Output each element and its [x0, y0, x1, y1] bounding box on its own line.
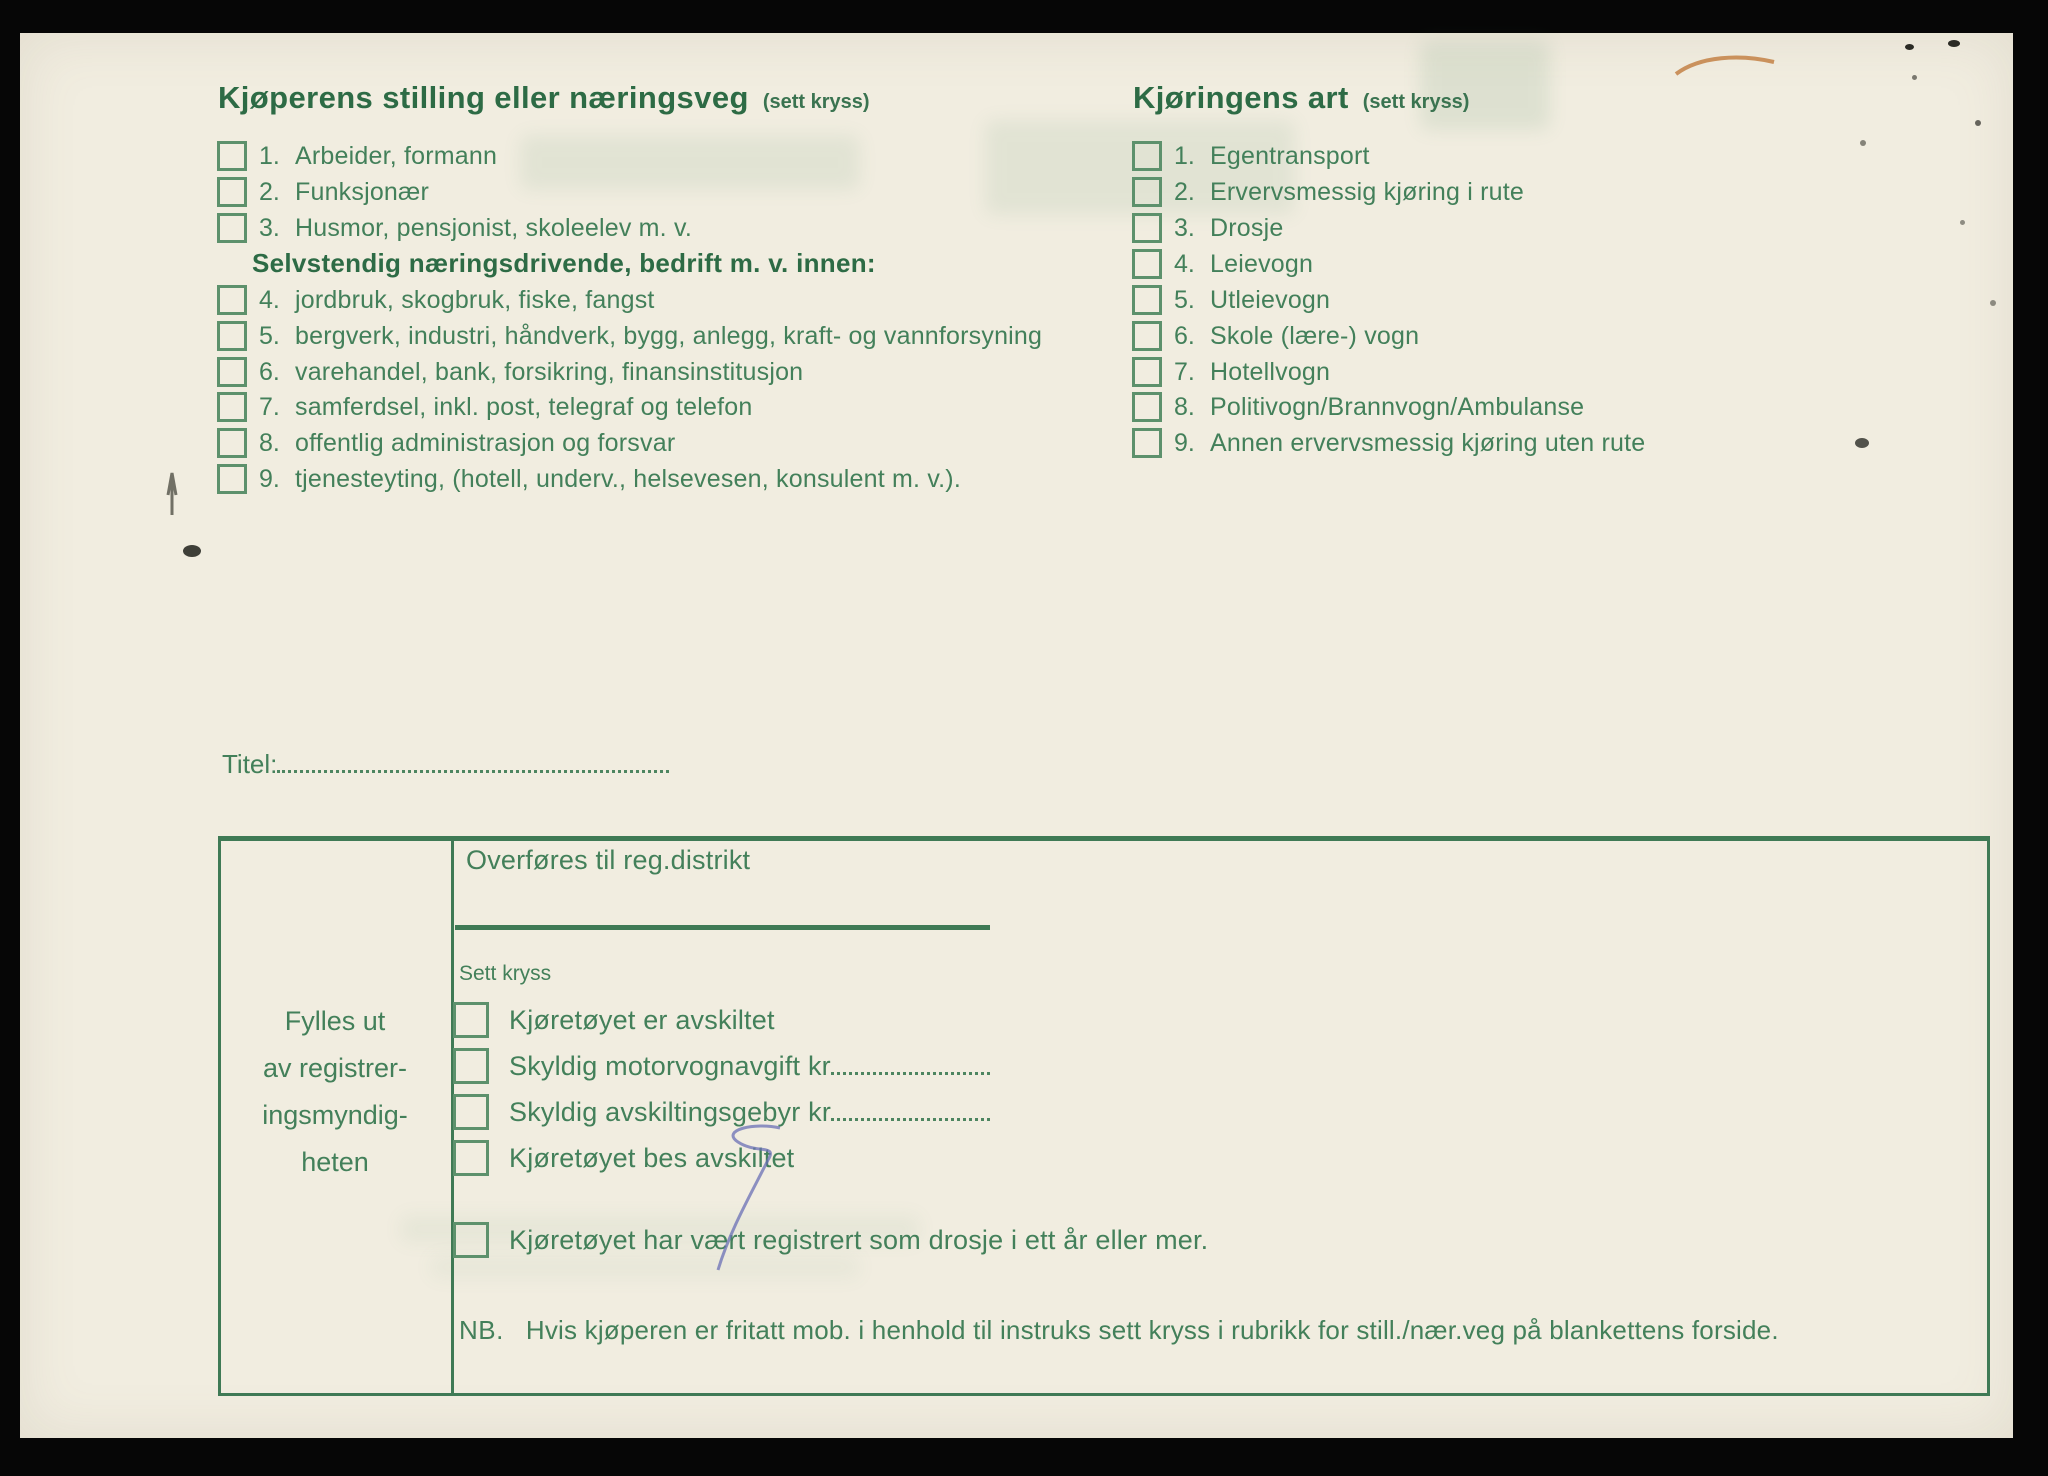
item-label: tjenesteyting, (hotell, underv., helsevesen, konsulent m. v.). — [295, 464, 961, 493]
item-label: Kjøretøyet bes avskiltet — [509, 1142, 795, 1173]
right-section-note: (sett kryss) — [1362, 91, 1470, 113]
right-item-row — [1132, 212, 1283, 244]
item-label: Egentransport — [1210, 141, 1370, 170]
titel-field-row — [222, 748, 669, 780]
item-number: 1. — [259, 141, 280, 170]
item-number: 8. — [259, 428, 280, 457]
item-label: Kjøretøyet er avskiltet — [509, 1004, 775, 1035]
right-item-row — [1132, 320, 1419, 352]
item-label: Funksjonær — [295, 177, 429, 206]
item-number: 5. — [259, 321, 280, 350]
sett-kryss-label: Sett kryss — [459, 962, 552, 985]
item-number: 5. — [1174, 285, 1195, 314]
nb-prefix: NB. — [459, 1314, 504, 1345]
checkbox-right-9[interactable] — [1132, 428, 1162, 458]
item-label: Politivogn/Brannvogn/Ambulanse — [1210, 392, 1585, 421]
checkbox-left-8[interactable] — [217, 428, 247, 458]
right-item-row — [1132, 176, 1524, 208]
left-item-row — [217, 427, 675, 459]
checkbox-left-2[interactable] — [217, 177, 247, 207]
right-item-row — [1132, 356, 1330, 388]
item-number: 8. — [1174, 392, 1195, 421]
item-label: bergverk, industri, håndverk, bygg, anlegg, kraft- og vannforsyning — [295, 321, 1043, 350]
kr-fill-line[interactable] — [831, 1117, 990, 1121]
item-label: Ervervsmessig kjøring i rute — [1210, 177, 1524, 206]
titel-label: Titel: — [222, 749, 278, 779]
item-label: Annen ervervsmessig kjøring uten rute — [1210, 428, 1646, 457]
item-number: 4. — [1174, 249, 1195, 278]
left-item-row — [217, 391, 752, 423]
corner-specks — [1905, 44, 1914, 50]
corner-specks — [1855, 438, 1869, 448]
item-number: 2. — [1174, 177, 1195, 206]
checkbox-left-7[interactable] — [217, 392, 247, 422]
right-section-title: Kjøringens art — [1133, 80, 1349, 115]
checkbox-avskiltet[interactable] — [453, 1002, 489, 1038]
item-label: Utleievogn — [1210, 285, 1331, 314]
item-label: Skyldig avskiltingsgebyr kr — [509, 1096, 832, 1127]
item-number: 7. — [259, 392, 280, 421]
checkbox-left-6[interactable] — [217, 357, 247, 387]
item-number: 3. — [259, 213, 280, 242]
corner-specks — [1948, 40, 1960, 47]
item-number: 1. — [1174, 141, 1195, 170]
checkbox-motorvognavgift[interactable] — [453, 1048, 489, 1084]
kr-fill-line[interactable] — [831, 1071, 990, 1075]
left-item-row — [217, 320, 1042, 352]
right-item-row — [1132, 427, 1645, 459]
right-item-row — [1132, 284, 1330, 316]
item-label: offentlig administrasjon og forsvar — [295, 428, 676, 457]
pen-mark-left-margin — [150, 455, 220, 565]
box-item-row — [453, 1002, 990, 1038]
checkbox-left-5[interactable] — [217, 321, 247, 351]
checkbox-left-1[interactable] — [217, 141, 247, 171]
overfores-label: Overføres til reg.distrikt — [466, 845, 751, 875]
nb-note-row — [459, 1312, 1779, 1348]
ghost-showthrough — [520, 135, 860, 190]
left-section-note: (sett kryss) — [762, 91, 870, 113]
checkbox-right-1[interactable] — [1132, 141, 1162, 171]
item-number: 6. — [259, 357, 280, 386]
item-label: Leievogn — [1210, 249, 1314, 278]
orange-mark — [1670, 48, 1780, 84]
right-item-row — [1132, 248, 1313, 280]
item-label: jordbruk, skogbruk, fiske, fangst — [295, 285, 655, 314]
pen-scribble-blue — [660, 1120, 820, 1280]
item-number: 7. — [1174, 357, 1195, 386]
right-item-row — [1132, 391, 1584, 423]
left-item-row — [217, 140, 497, 172]
checkbox-left-4[interactable] — [217, 285, 247, 315]
left-section-title: Kjøperens stilling eller næringsveg — [218, 80, 749, 115]
checkbox-right-4[interactable] — [1132, 249, 1162, 279]
left-section-header — [218, 80, 870, 116]
item-label: Drosje — [1210, 213, 1284, 242]
box-item-row — [453, 1048, 990, 1084]
nb-text: Hvis kjøperen er fritatt mob. i henhold til instruks sett kryss i rubrikk for still./nær.veg på blankettens forside. — [525, 1314, 1779, 1345]
fylles-ut-line: ingsmyndig- — [262, 1100, 408, 1130]
left-item-row — [217, 463, 961, 495]
checkbox-avskiltingsgebyr[interactable] — [453, 1094, 489, 1130]
item-number: 2. — [259, 177, 280, 206]
fylles-ut-line: Fylles ut — [284, 1006, 386, 1036]
checkbox-right-7[interactable] — [1132, 357, 1162, 387]
item-label: varehandel, bank, forsikring, finansinstitusjon — [295, 357, 804, 386]
checkbox-right-5[interactable] — [1132, 285, 1162, 315]
corner-specks — [1912, 75, 1917, 80]
checkbox-left-3[interactable] — [217, 213, 247, 243]
box-item-row — [453, 1222, 1208, 1258]
corner-specks — [1990, 300, 1996, 306]
checkbox-right-3[interactable] — [1132, 213, 1162, 243]
right-section-header — [1133, 80, 1469, 116]
checkbox-left-9[interactable] — [217, 464, 247, 494]
item-label: Hotellvogn — [1210, 357, 1331, 386]
item-label: Husmor, pensjonist, skoleelev m. v. — [295, 213, 692, 242]
item-label: Skyldig motorvognavgift kr — [509, 1050, 831, 1081]
item-number: 6. — [1174, 321, 1195, 350]
item-number: 9. — [259, 464, 280, 493]
checkbox-right-2[interactable] — [1132, 177, 1162, 207]
fylles-ut-line: av registrer- — [262, 1053, 408, 1083]
fylles-ut-label — [221, 998, 449, 1186]
corner-specks — [1960, 220, 1965, 225]
overfores-fill-rule[interactable] — [455, 925, 990, 930]
item-label: Skole (lære-) vogn — [1210, 321, 1420, 350]
left-item-row — [217, 212, 692, 244]
checkbox-right-6[interactable] — [1132, 321, 1162, 351]
item-number: 4. — [259, 285, 280, 314]
titel-fill-line[interactable] — [277, 748, 669, 773]
left-subheader: Selvstendig næringsdrivende, bedrift m. v. innen: — [252, 248, 876, 278]
item-label: Kjøretøyet har vært registrert som drosje i ett år eller mer. — [509, 1224, 1209, 1255]
corner-specks — [1975, 120, 1981, 126]
checkbox-drosje-ett-ar[interactable] — [453, 1222, 489, 1258]
item-label: samferdsel, inkl. post, telegraf og telefon — [295, 392, 753, 421]
checkbox-right-8[interactable] — [1132, 392, 1162, 422]
corner-specks — [1860, 140, 1866, 146]
left-item-row — [217, 284, 655, 316]
item-label: Arbeider, formann — [295, 141, 498, 170]
item-number: 9. — [1174, 428, 1195, 457]
left-item-row — [217, 356, 803, 388]
item-number: 3. — [1174, 213, 1195, 242]
left-item-row — [217, 176, 429, 208]
checkbox-bes-avskiltet[interactable] — [453, 1140, 489, 1176]
fylles-ut-line: heten — [301, 1147, 369, 1177]
right-item-row — [1132, 140, 1370, 172]
